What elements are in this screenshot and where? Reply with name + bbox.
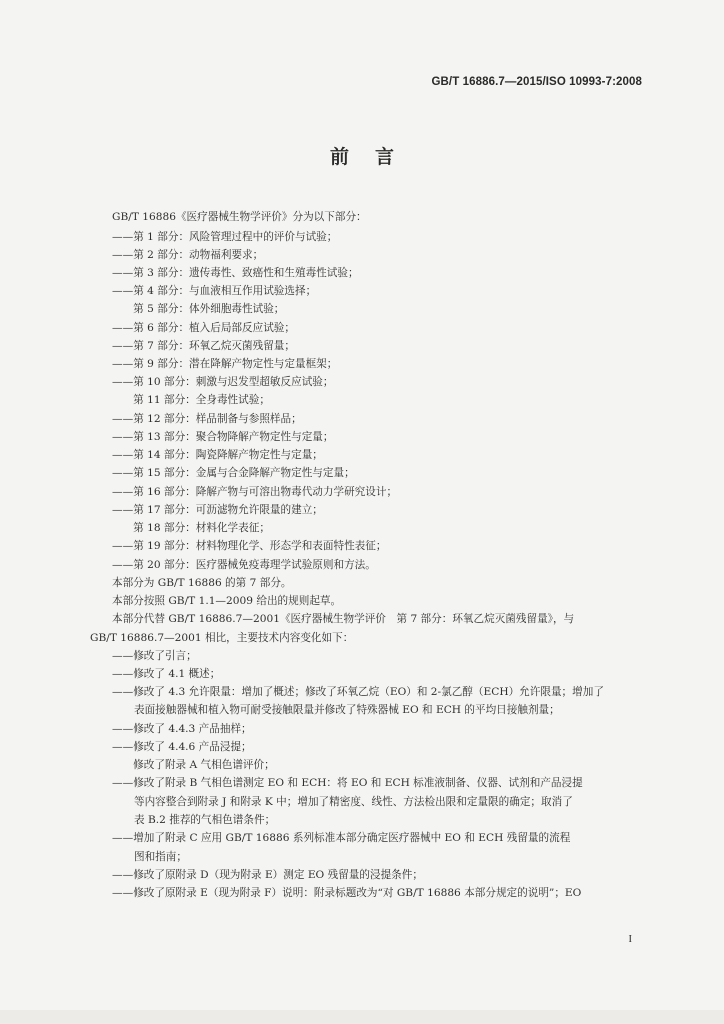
text-line: ——第 16 部分：降解产物与可溶出物毒代动力学研究设计； bbox=[112, 486, 398, 498]
text-line: ——修改了原附录 D（现为附录 E）测定 EO 残留量的浸提条件； bbox=[112, 869, 423, 881]
text-line: 第 5 部分：体外细胞毒性试验； bbox=[112, 303, 285, 315]
text-line: 第 18 部分：材料化学表征； bbox=[112, 522, 270, 534]
text-line: ——修改了引言； bbox=[112, 650, 197, 662]
text-line: ——修改了 4.4.6 产品浸提； bbox=[112, 741, 252, 753]
text-line: ——第 7 部分：环氧乙烷灭菌残留量； bbox=[112, 340, 295, 352]
text-line: ——第 19 部分：材料物理化学、形态学和表面特性表征； bbox=[112, 540, 387, 552]
text-line: 图和指南； bbox=[134, 851, 187, 863]
text-line: ——第 4 部分：与血液相互作用试验选择； bbox=[112, 285, 317, 297]
page-bottom-edge bbox=[0, 1010, 724, 1024]
text-line: ——第 9 部分：潜在降解产物定性与定量框架； bbox=[112, 358, 338, 370]
text-line: ——修改了 4.3 允许限量：增加了概述；修改了环氧乙烷（EO）和 2-氯乙醇（ECH）允许限量；增加了 bbox=[112, 686, 604, 698]
text-line: 修改了附录 A 气相色谱评价； bbox=[112, 759, 275, 771]
text-line: 表 B.2 推荐的气相色谱条件； bbox=[134, 814, 276, 826]
text-line: 本部分为 GB/T 16886 的第 7 部分。 bbox=[112, 577, 292, 589]
text-line: ——第 20 部分：医疗器械免疫毒理学试验原则和方法。 bbox=[112, 559, 376, 571]
text-line: ——第 17 部分：可沥滤物允许限量的建立； bbox=[112, 504, 323, 516]
page-number: I bbox=[628, 934, 632, 945]
text-line: 本部分代替 GB/T 16886.7—2001《医疗器械生物学评价 第 7 部分：环氧乙烷灭菌残留量》，与 bbox=[112, 613, 575, 625]
text-line: 表面接触器械和植入物可耐受接触限量并修改了特殊器械 EO 和 ECH 的平均日接触剂量； bbox=[134, 704, 560, 716]
text-line: ——第 3 部分：遗传毒性、致癌性和生殖毒性试验； bbox=[112, 267, 359, 279]
text-line: ——修改了 4.1 概述； bbox=[112, 668, 221, 680]
text-line: ——第 10 部分：刺激与迟发型超敏反应试验； bbox=[112, 376, 334, 388]
text-line: GB/T 16886.7—2001 相比，主要技术内容变化如下： bbox=[90, 632, 354, 644]
text-line: ——第 12 部分：样品制备与参照样品； bbox=[112, 413, 302, 425]
text-line: ——第 13 部分：聚合物降解产物定性与定量； bbox=[112, 431, 334, 443]
text-line: 本部分按照 GB/T 1.1—2009 给出的规则起草。 bbox=[112, 595, 342, 607]
text-line: ——第 2 部分：动物福利要求； bbox=[112, 249, 264, 261]
text-line: ——第 6 部分：植入后局部反应试验； bbox=[112, 322, 295, 334]
text-line: 等内容整合到附录 J 和附录 K 中；增加了精密度、线性、方法检出限和定量限的确定；取消了 bbox=[134, 796, 573, 808]
text-line: GB/T 16886《医疗器械生物学评价》分为以下部分： bbox=[112, 211, 367, 223]
text-line: ——第 15 部分：金属与合金降解产物定性与定量； bbox=[112, 467, 355, 479]
text-line: ——修改了附录 B 气相色谱测定 EO 和 ECH：将 EO 和 ECH 标准液制备、仪器、试剂和产品浸提 bbox=[112, 777, 583, 789]
text-line: ——增加了附录 C 应用 GB/T 16886 系列标准本部分确定医疗器械中 EO 和 ECH 残留量的流程 bbox=[112, 832, 571, 844]
standard-code-header: GB/T 16886.7—2015/ISO 10993-7:2008 bbox=[431, 76, 642, 88]
page-title: 前言 bbox=[329, 146, 420, 168]
text-line: 第 11 部分：全身毒性试验； bbox=[112, 394, 270, 406]
text-line: ——第 14 部分：陶瓷降解产物定性与定量； bbox=[112, 449, 323, 461]
text-line: ——修改了原附录 E（现为附录 F）说明：附录标题改为“对 GB/T 16886 本部分规定的说明”；EO bbox=[112, 887, 582, 899]
text-line: ——修改了 4.4.3 产品抽样； bbox=[112, 723, 252, 735]
text-line: ——第 1 部分：风险管理过程中的评价与试验； bbox=[112, 231, 338, 243]
